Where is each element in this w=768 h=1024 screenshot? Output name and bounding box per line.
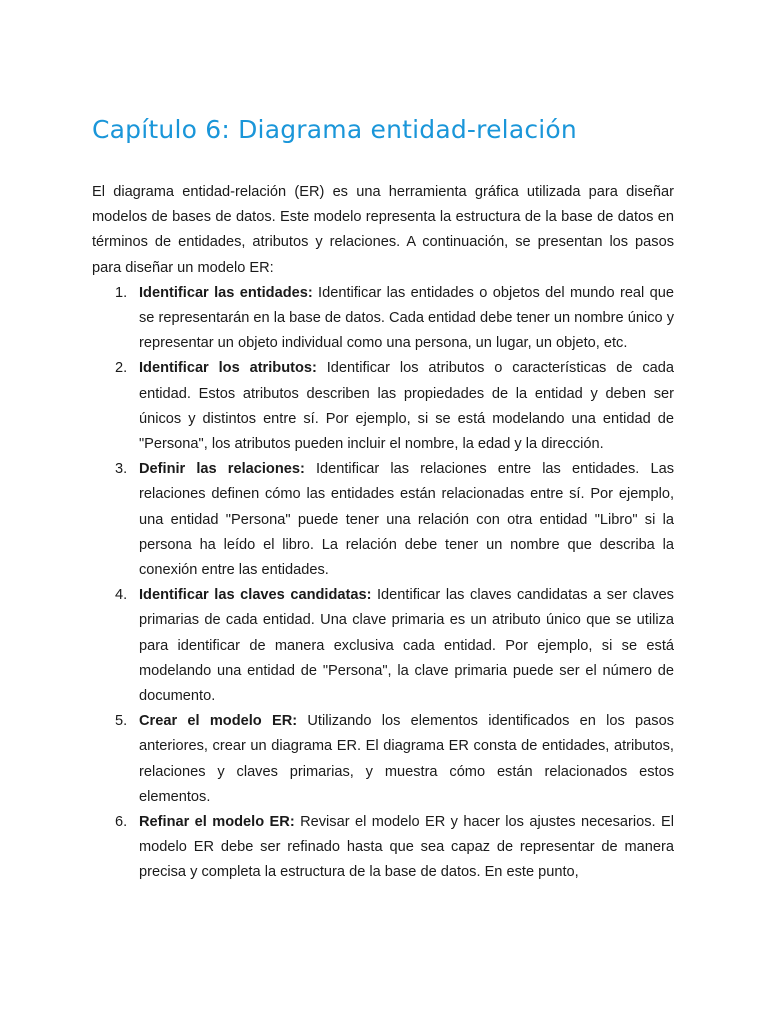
step-text: Identificar las entidades o objetos del mundo real que se representarán en la base de datos. Cada entidad debe tener un nombre único y representar un objeto individual como una persona, un lugar, un objeto, etc. [139,284,674,352]
list-item [115,281,674,357]
chapter-title: Capítulo 6: Diagrama entidad-relación [92,115,577,144]
step-title: Identificar las claves candidatas: [139,587,372,604]
list-item [115,709,674,810]
step-title: Identificar las entidades: [139,284,313,301]
step-number: 4. [115,587,128,604]
step-text: Revisar el modelo ER y hacer los ajustes necesarios. El modelo ER debe ser refinado hasta que sea capaz de representar de manera precisa y completa la estructura de la base de datos. En este punto, [139,814,674,881]
step-text: Identificar las claves candidatas a ser claves primarias de cada entidad. Una clave primaria es un atributo único que se utiliza para identificar de manera exclusiva cada entidad. Por ejemplo, si se está modelando una entidad de "Persona", la clave primaria puede ser el número de documento. [139,587,674,705]
step-title: Crear el modelo ER: [139,713,298,730]
step-number: 1. [115,284,128,301]
step-title: Refinar el modelo ER: [139,814,295,831]
step-title: Identificar los atributos: [139,360,317,377]
list-item [115,810,674,886]
step-number: 6. [115,814,128,831]
step-title: Definir las relaciones: [139,461,305,478]
step-text: Identificar las relaciones entre las entidades. Las relaciones definen cómo las entidades están relacionadas entre sí. Por ejemplo, una entidad "Persona" puede tener una relación con otra entidad "Libro" si la persona ha leído el libro. La relación debe tener un nombre que describa la conexión entre las entidades. [139,461,674,579]
step-number: 5. [115,713,128,730]
list-item [115,583,674,709]
list-item [115,356,674,457]
step-text: Utilizando los elementos identificados en los pasos anteriores, crear un diagrama ER. El diagrama ER consta de entidades, atributos, relaciones y claves primarias, y muestra cómo están relacionados estos elementos. [139,713,674,805]
intro-paragraph: El diagrama entidad-relación (ER) es una herramienta gráfica utilizada para diseñar modelos de bases de datos. Este modelo representa la estructura de la base de datos en términos de entidades, atributos y relaciones. A continuación, se presentan los pasos para diseñar un modelo ER: [92,184,674,276]
step-number: 2. [115,360,128,377]
step-number: 3. [115,461,128,478]
list-item [115,457,674,583]
steps-list [92,281,674,886]
step-text: Identificar los atributos o características de cada entidad. Estos atributos describen las propiedades de la entidad y deben ser únicos y distintos entre sí. Por ejemplo, si se está modelando una entidad de "Persona", los atributos pueden incluir el nombre, la edad y la dirección. [139,360,674,453]
